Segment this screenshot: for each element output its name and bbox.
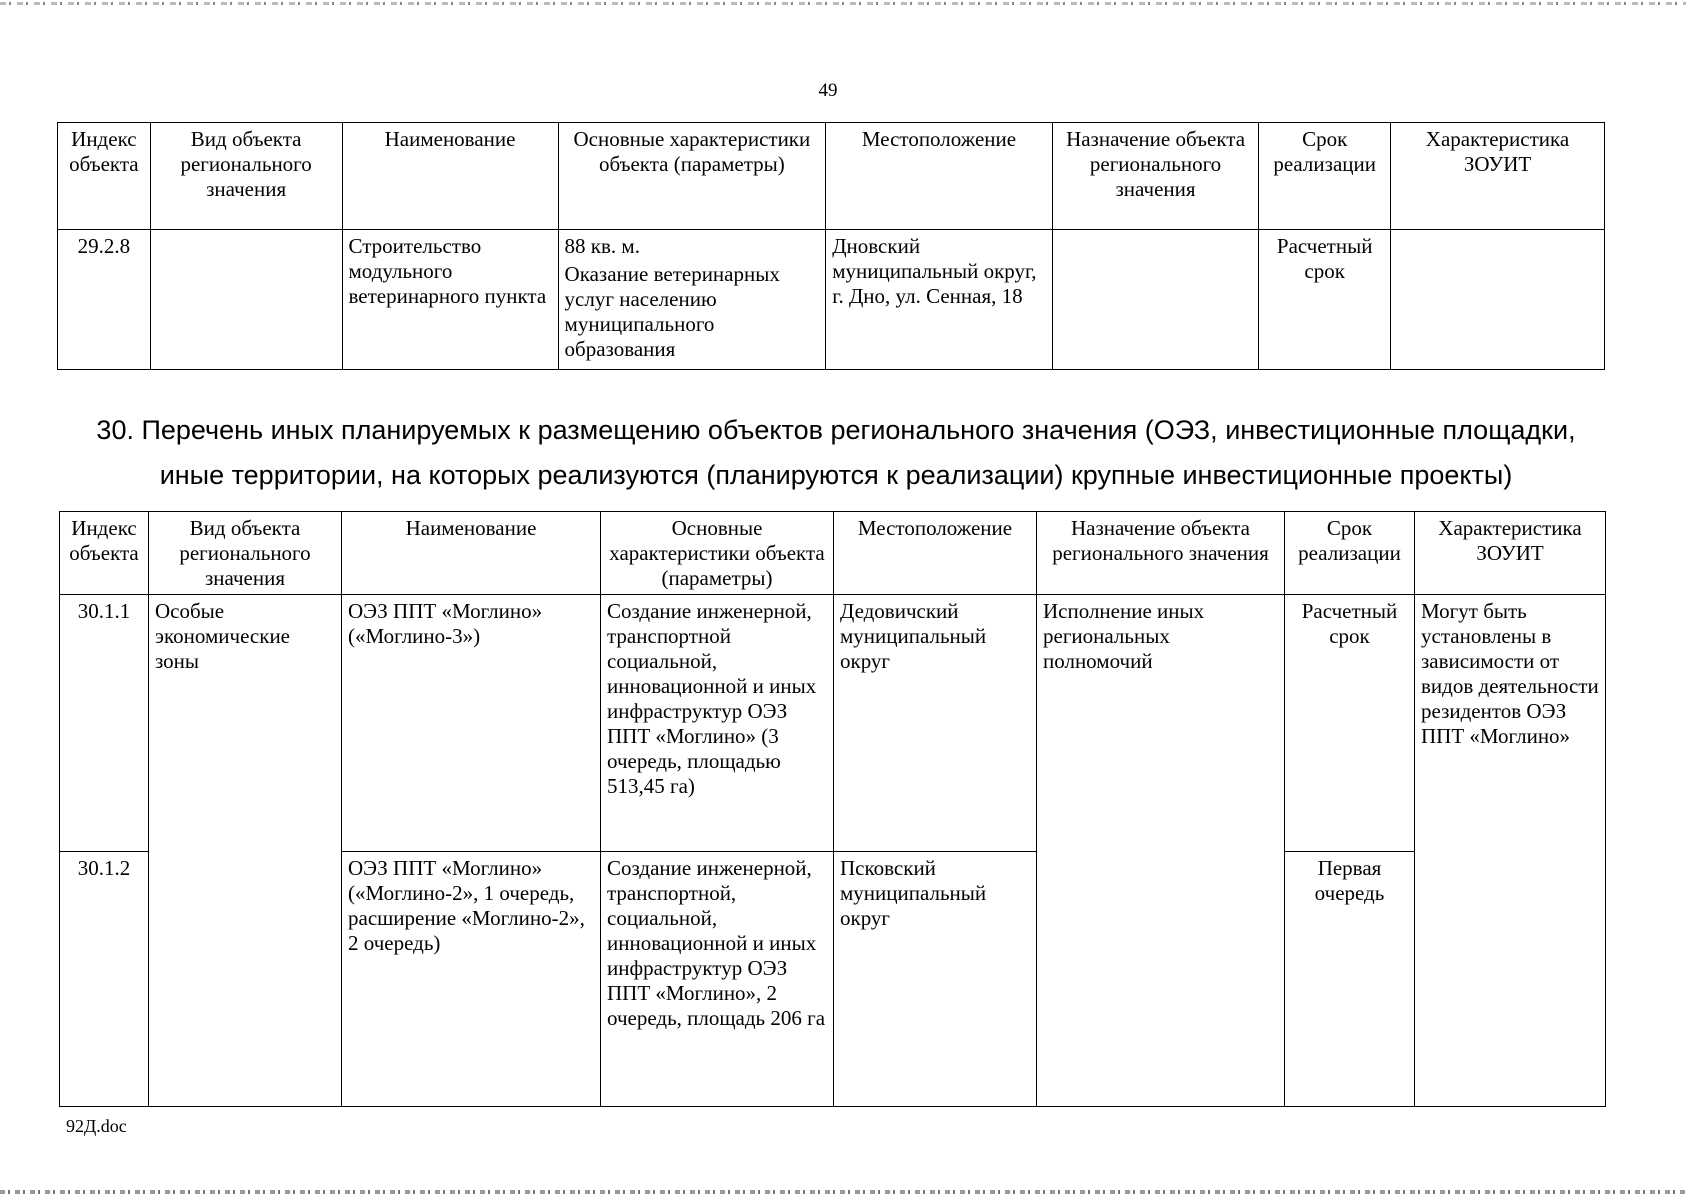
- header-name: Наименование: [342, 512, 601, 595]
- cell-index: 30.1.2: [60, 852, 149, 1107]
- objects-table-30: [59, 511, 1606, 1107]
- section-30-heading: 30. Перечень иных планируемых к размещению объектов регионального значения (ОЭЗ, инвестиционные площадки, иные территории, на которых реализуются (планируются к реализации) крупные инвестиционные проекты): [96, 415, 1576, 490]
- header-index: Индекс объекта: [58, 123, 151, 230]
- header-term: Срок реализации: [1285, 512, 1415, 595]
- header-zouit: Характеристика ЗОУИТ: [1415, 512, 1606, 595]
- table-row: [60, 595, 1606, 852]
- header-zouit: Характеристика ЗОУИТ: [1391, 123, 1605, 230]
- header-location: Местоположение: [834, 512, 1037, 595]
- footer-filename: 92Д.doc: [66, 1116, 127, 1136]
- cell-location: Дновский муниципальный округ, г. Дно, ул. Сенная, 18: [826, 230, 1053, 370]
- cell-parameters: Создание инженерной, транспортной, социальной, инновационной и иных инфраструктур ОЭЗ ППТ «Моглино», 2 очередь, площадь 206 га: [601, 852, 834, 1107]
- scan-edge-bottom: [0, 1190, 1686, 1194]
- table-row: [58, 230, 1605, 370]
- header-parameters: Основные характеристики объекта (параметры): [601, 512, 834, 595]
- cell-index: 29.2.8: [58, 230, 151, 370]
- scan-edge-top: [0, 2, 1686, 5]
- cell-term: Расчетный срок: [1259, 230, 1391, 370]
- cell-name: ОЭЗ ППТ «Моглино» («Моглино-2», 1 очередь, расширение «Моглино-2», 2 очередь): [342, 852, 601, 1107]
- table-header-row: [60, 512, 1606, 595]
- cell-location: Псковский муниципальный округ: [834, 852, 1037, 1107]
- cell-zouit: [1391, 230, 1605, 370]
- cell-name: Строительство модульного ветеринарного пункта: [342, 230, 558, 370]
- cell-purpose: [1052, 230, 1259, 370]
- cell-location: Дедовичский муниципальный округ: [834, 595, 1037, 852]
- page-number: 49: [818, 80, 838, 101]
- header-location: Местоположение: [826, 123, 1053, 230]
- cell-parameters: [558, 230, 826, 370]
- cell-zouit: Могут быть установлены в зависимости от видов деятельности резидентов ОЭЗ ППТ «Моглино»: [1415, 595, 1606, 1107]
- header-purpose: Назначение объекта регионального значения: [1052, 123, 1259, 230]
- cell-object-type: Особые экономические зоны: [149, 595, 342, 1107]
- cell-parameters: Создание инженерной, транспортной социальной, инновационной и иных инфраструктур ОЭЗ ППТ «Моглино» (3 очередь, площадью 513,45 га): [601, 595, 834, 852]
- header-object-type: Вид объекта регионального значения: [149, 512, 342, 595]
- header-object-type: Вид объекта регионального значения: [150, 123, 342, 230]
- objects-table-29: [57, 122, 1605, 370]
- parameters-area: 88 кв. м.: [564, 234, 640, 258]
- cell-purpose: Исполнение иных региональных полномочий: [1037, 595, 1285, 1107]
- header-term: Срок реализации: [1259, 123, 1391, 230]
- table-header-row: [58, 123, 1605, 230]
- cell-term: Первая очередь: [1285, 852, 1415, 1107]
- header-name: Наименование: [342, 123, 558, 230]
- header-index: Индекс объекта: [60, 512, 149, 595]
- header-parameters: Основные характеристики объекта (параметры): [558, 123, 826, 230]
- cell-term: Расчетный срок: [1285, 595, 1415, 852]
- cell-index: 30.1.1: [60, 595, 149, 852]
- cell-object-type: [150, 230, 342, 370]
- parameters-purpose: Оказание ветеринарных услуг населению муниципального образования: [564, 262, 780, 361]
- header-purpose: Назначение объекта регионального значения: [1037, 512, 1285, 595]
- cell-name: ОЭЗ ППТ «Моглино» («Моглино-3»): [342, 595, 601, 852]
